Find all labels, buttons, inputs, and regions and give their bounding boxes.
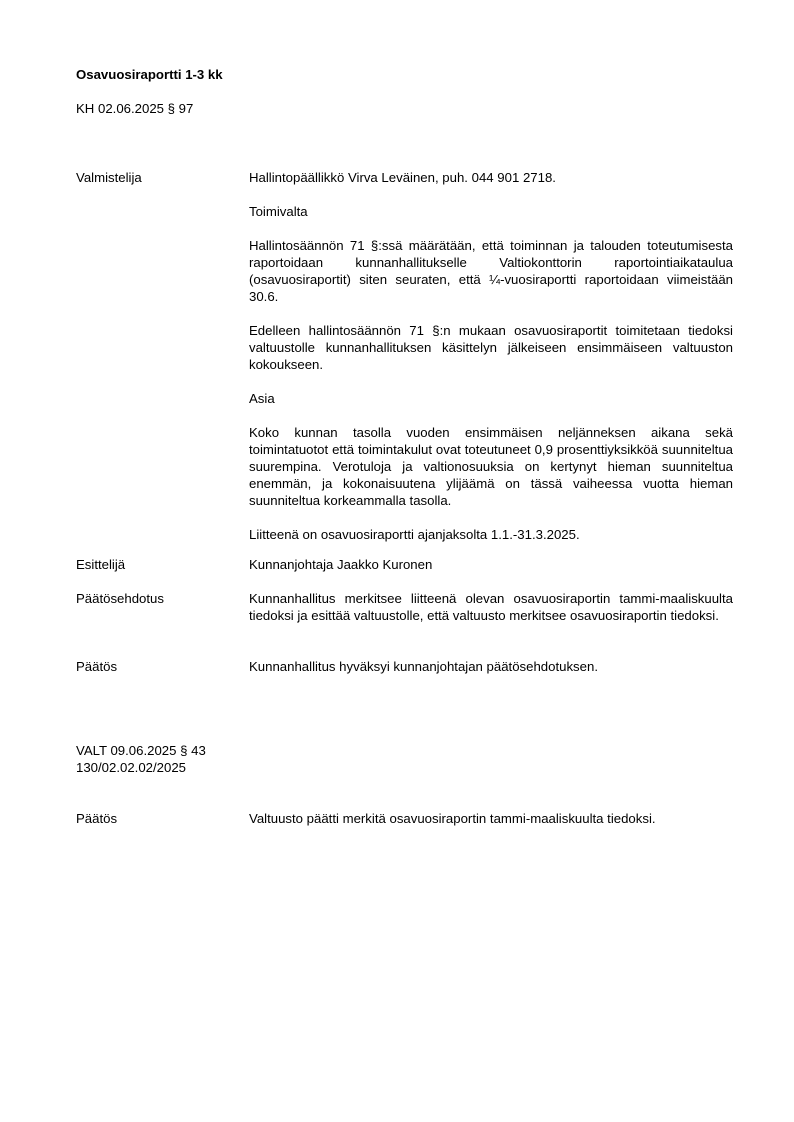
document-title: Osavuosiraportti 1-3 kk [76, 67, 223, 82]
asia-paragraph: Koko kunnan tasolla vuoden ensimmäisen neljänneksen aikana sekä toimintatuotot että toimintakulut ovat toteutuneet 0,9 prosenttiyksikköä suunniteltua suurempina. Verotuloja ja valtionosuuksia on kertynyt hieman suunniteltua enemmän, ja kokonaisuutena ylijäämä on tässä vaiheessa vuotta hieman suunniteltua korkeammalla tasolla. [249, 425, 733, 508]
valmistelija-content [249, 169, 733, 543]
paatos-valt-value: Valtuusto päätti merkitä osavuosiraportin tammi-maaliskuulta tiedoksi. [249, 811, 656, 826]
paatosehdotus-label: Päätösehdotus [76, 591, 164, 606]
esittelija-value: Kunnanjohtaja Jaakko Kuronen [249, 557, 433, 572]
paatos-valt-label: Päätös [76, 811, 118, 826]
valmistelija-label: Valmistelija [76, 170, 142, 185]
paatos-kh-value: Kunnanhallitus hyväksyi kunnanjohtajan päätösehdotuksen. [249, 659, 598, 674]
attachment-note: Liitteenä on osavuosiraportti ajanjaksolta 1.1.-31.3.2025. [249, 527, 580, 542]
paatosehdotus-text: Kunnanhallitus merkitsee liitteenä olevan osavuosiraportin tammi-maaliskuulta tiedoksi ja esittää valtuustolle, että valtuusto merkitsee osavuosiraportin tiedoksi. [249, 591, 733, 623]
preparer-text: Hallintopäällikkö Virva Leväinen, puh. 044 901 2718. [249, 170, 556, 185]
valt-reference: VALT 09.06.2025 § 43 [76, 743, 206, 758]
paatosehdotus-content [249, 590, 733, 624]
kh-reference: KH 02.06.2025 § 97 [76, 101, 194, 116]
toimivalta-paragraph-1: Hallintosäännön 71 §:ssä määrätään, että toiminnan ja talouden toteutumisesta raportoidaan kunnanhallitukselle Valtiokonttorin raportointiaikataulua (osavuosiraportit) siten seuraten, että ¼-vuosiraportti raportoidaan viimeistään 30.6. [249, 238, 733, 304]
toimivalta-paragraph-2: Edelleen hallintosäännön 71 §:n mukaan osavuosiraportit toimitetaan tiedoksi valtuustolle kunnanhallituksen käsittelyn jälkeiseen ensimmäiseen valtuuston kokoukseen. [249, 323, 733, 372]
esittelija-label: Esittelijä [76, 557, 126, 572]
asia-heading: Asia [249, 391, 275, 406]
paatos-kh-label: Päätös [76, 659, 118, 674]
toimivalta-heading: Toimivalta [249, 204, 308, 219]
diary-number: 130/02.02.02/2025 [76, 760, 187, 775]
